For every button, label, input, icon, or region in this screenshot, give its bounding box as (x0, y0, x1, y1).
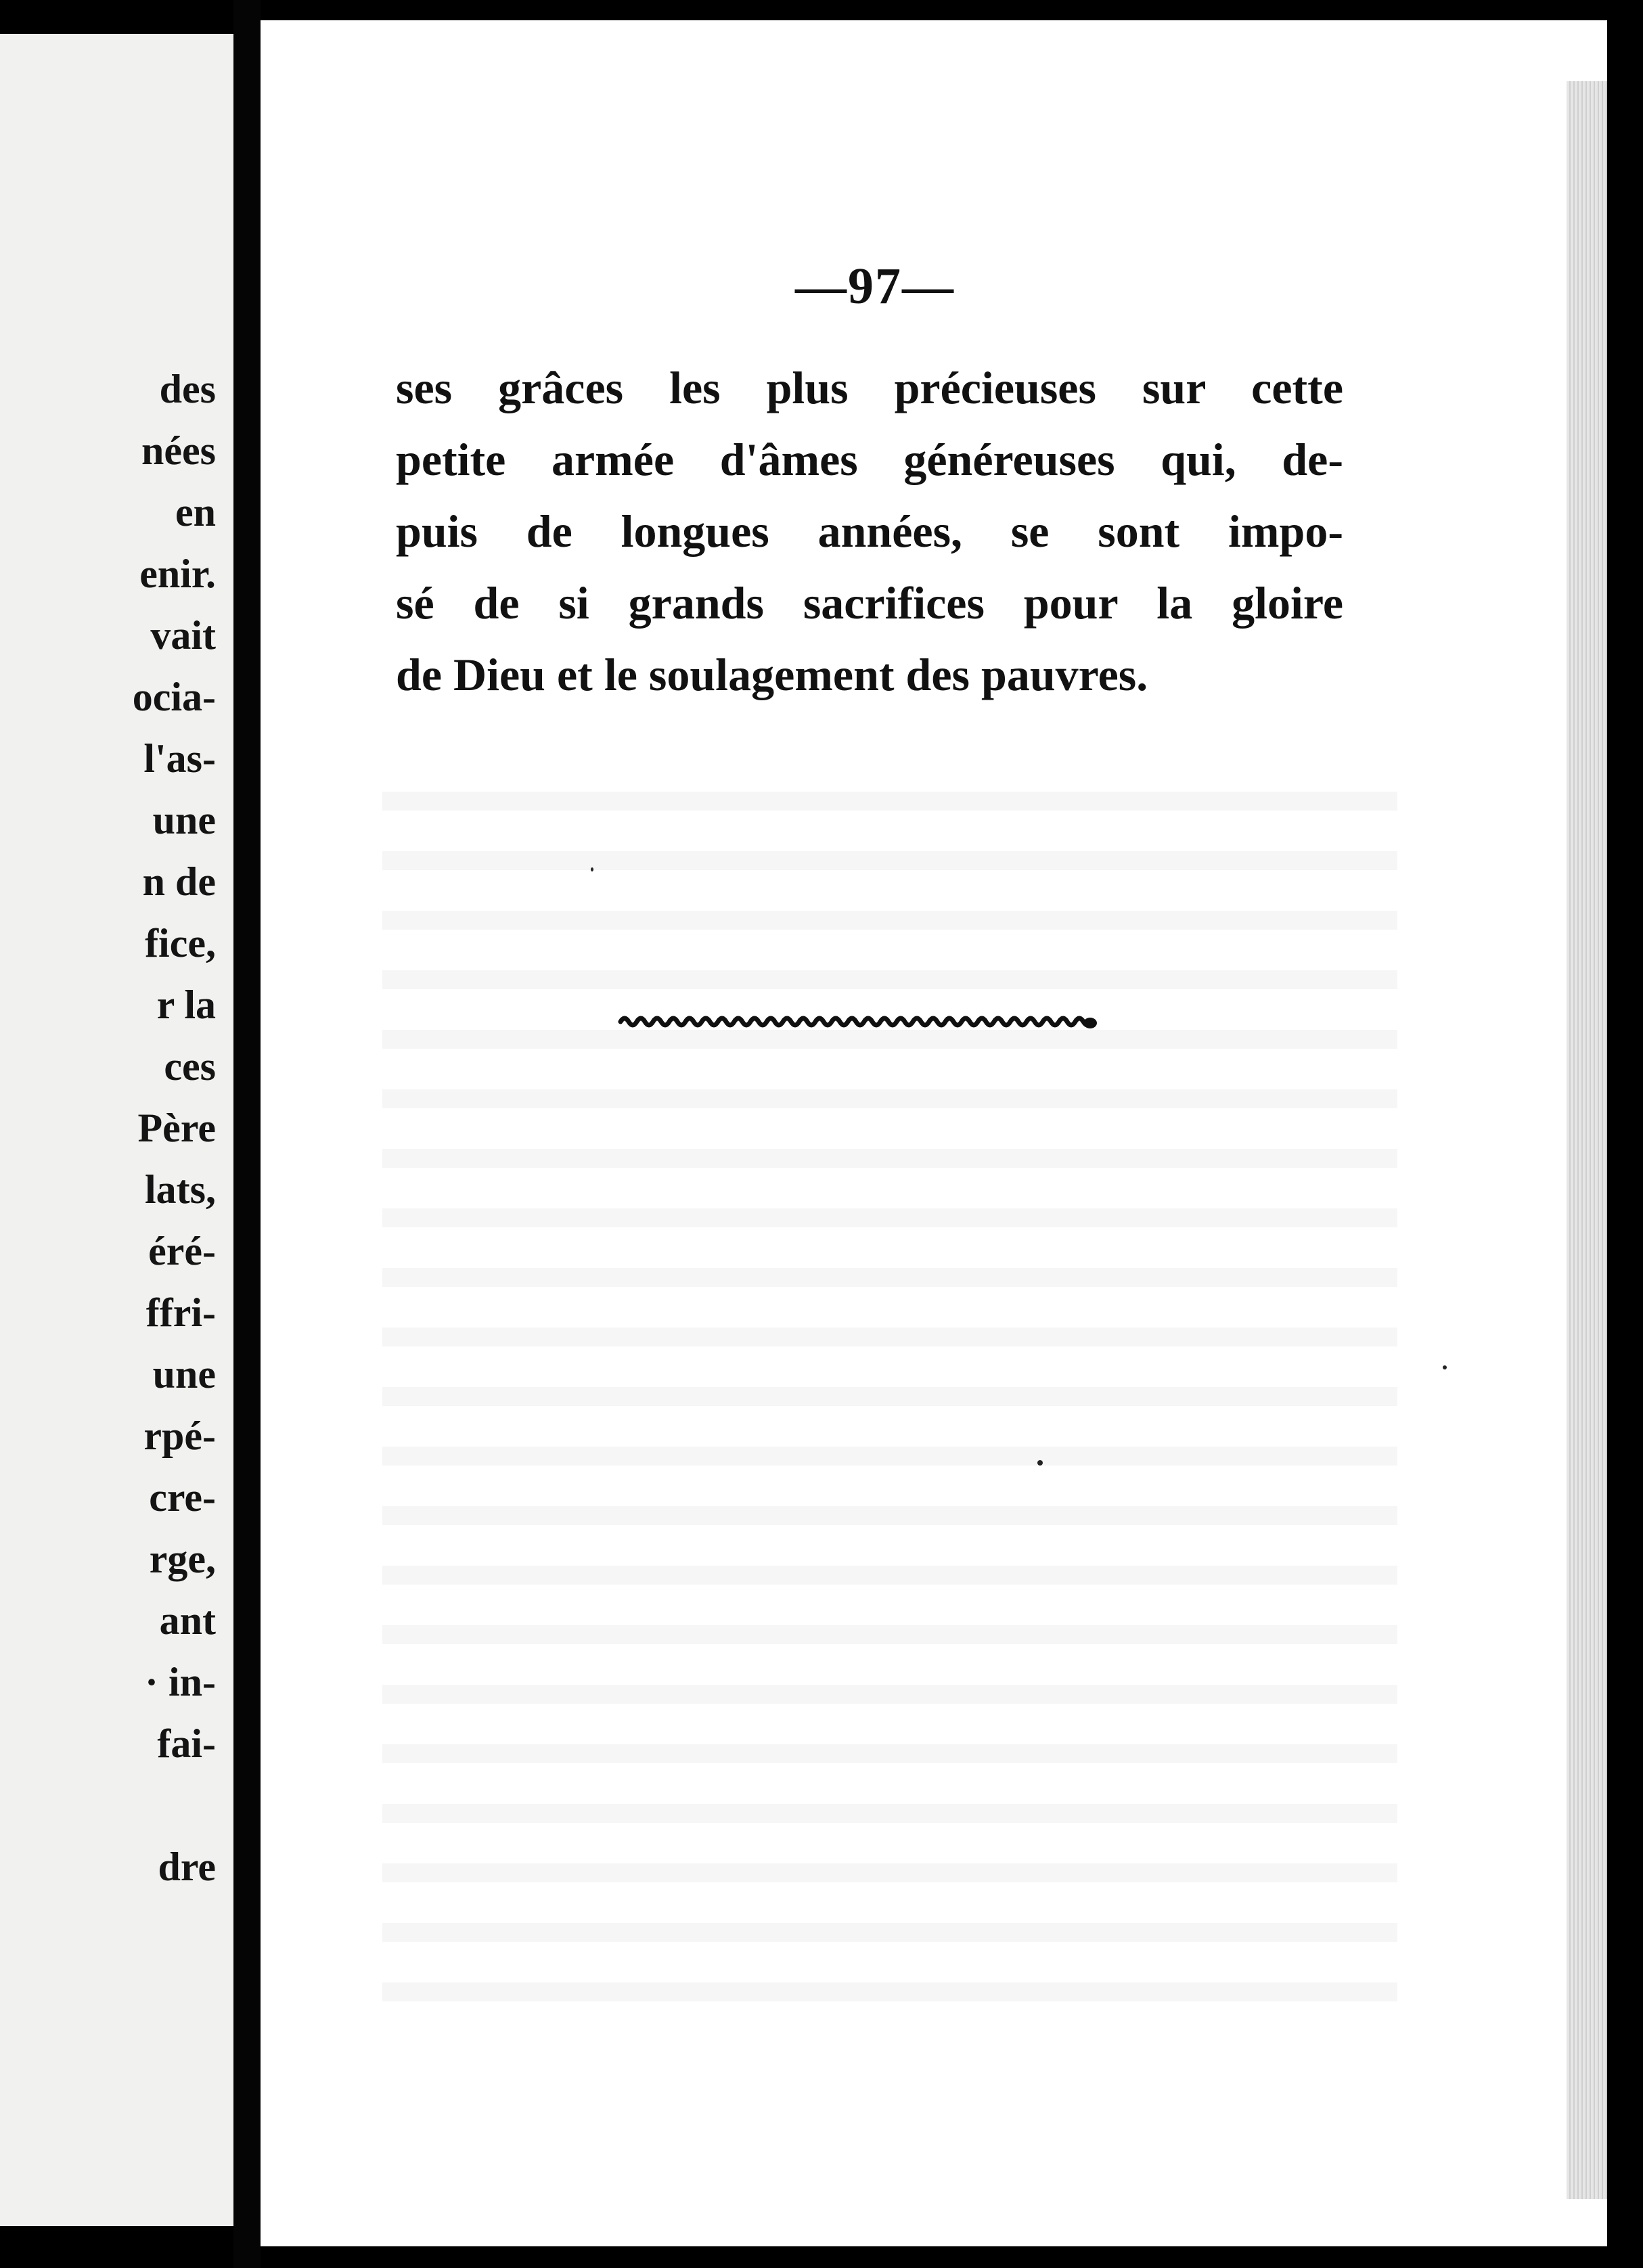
paper-speck (591, 867, 593, 871)
right-page (261, 20, 1607, 2246)
left-line: des (159, 367, 216, 411)
left-line: dre (158, 1844, 216, 1889)
left-line: enir. (139, 551, 216, 596)
body-line: de Dieu et le soulagement des pauvres. (396, 649, 1148, 700)
left-line: ffri- (145, 1290, 216, 1335)
body-paragraph (396, 352, 1343, 710)
body-line: puis de longues années, se sont impo- (396, 505, 1343, 557)
show-through-texture (382, 751, 1397, 2023)
left-line: nées (141, 428, 216, 473)
page-edge (1567, 81, 1607, 2199)
left-line: éré- (148, 1229, 216, 1273)
paper-speck (1443, 1365, 1447, 1369)
left-line: rge, (149, 1537, 216, 1581)
left-line: fai- (157, 1721, 216, 1766)
wavy-rule-ornament (618, 1010, 1098, 1034)
body-line: sé de si grands sacrifices pour la gloire (396, 577, 1343, 629)
left-line-gap (133, 1775, 216, 1836)
left-line: r la (156, 982, 216, 1027)
left-page-text (133, 359, 216, 1898)
left-page (0, 34, 233, 2226)
paper-speck (1037, 1460, 1043, 1466)
left-line: n de (142, 859, 216, 904)
left-line: lats, (145, 1167, 216, 1212)
left-line: ant (159, 1598, 216, 1643)
book-spine (233, 0, 261, 2268)
left-line: ces (164, 1044, 216, 1089)
page-number: —97— (795, 258, 955, 315)
left-line: ocia- (132, 675, 216, 719)
left-line: · in- (144, 1660, 216, 1704)
left-line: fice, (145, 921, 216, 966)
left-line: vait (150, 613, 216, 658)
left-line: une (152, 798, 216, 842)
left-line: une (152, 1352, 216, 1397)
left-line: rpé- (143, 1413, 216, 1458)
left-line: cre- (149, 1475, 216, 1520)
body-line: petite armée d'âmes généreuses qui, de- (396, 434, 1343, 485)
left-line: en (175, 490, 216, 535)
left-line: l'as- (143, 736, 216, 781)
body-line: ses grâces les plus précieuses sur cette (396, 362, 1343, 413)
left-line: Père (137, 1106, 216, 1150)
